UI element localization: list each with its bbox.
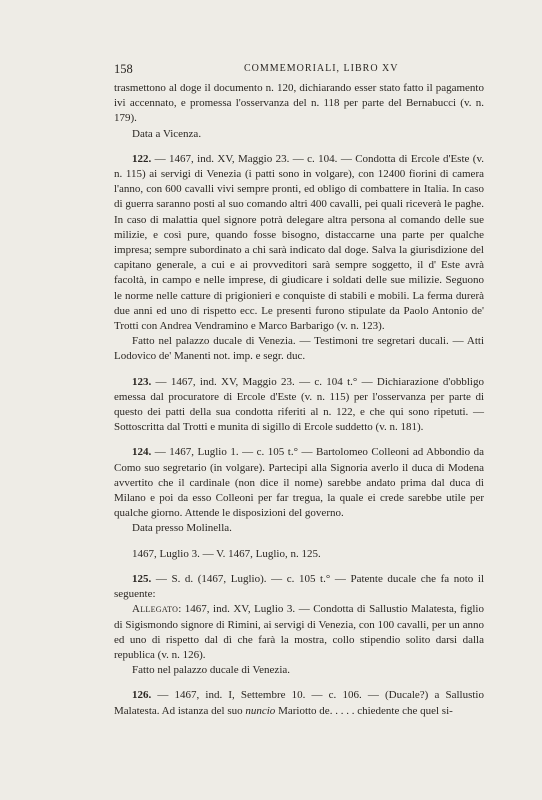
entry-text: — 1467, Luglio 1. — c. 105 t.° — Bartolomeo Colleoni ad Abbondio da Como suo segretario (in volgare). Partecipi alla Signoria averlo il duca di Modena avvertito che il cardinale (non dice il nome) sarebbe andato prima dal duca di Milano e poi da esso Colleoni per far tregua, la quale ei crede sarebbe utile per qualche giorno. Attende le disposizioni del governo.: [114, 446, 484, 520]
attachment-label: Allegato: [132, 603, 179, 616]
entry-number: 124.: [132, 446, 152, 459]
entry-text: — 1467, ind. XV, Maggio 23. — c. 104. — Condotta di Ercole d'Este (v. n. 115) ai servigi di Venezia (i patti sono in volgare), con 12400 fiorini di camera l'anno, con 600 cavalli vivi sempre pronti, ed obligo di combattere in Italia. In caso di guerra saranno posti al suo comando altri 400 cavalli, pei quali riceverà le paghe. In caso di malattia quel signore potrà delegare altra persona al comando delle sue milizie, e così pure, quando fosse bisogno, distaccarne una parte per qualche impresa; sempre subordinato a chi sarà indicato dal doge. Salva la giurisdizione del capitano generale, a cui e ai provveditori sarà sempre soggetto, il d' Este avrà facoltà, in campo e nelle imprese, di giudicare i soldati delle sue milizie. Seguono le norme nelle catture di prigionieri e conquiste di stabili e mobili. La ferma durerà due anni ed uno di rispetto ecc. Le presenti furono stipulate da Paolo Antonio de' Trotti con Andrea Vendramino e Marco Barbarigo (v. n. 123).: [114, 152, 484, 333]
body-text: [114, 81, 484, 719]
entry-number: 122.: [132, 152, 152, 165]
entry-number: 125.: [132, 572, 152, 585]
entry-125: [114, 572, 484, 602]
attachment-text: : 1467, ind. XV, Luglio 3. — Condotta di Sallustio Malatesta, figlio di Sigismondo signore di Rimini, ai servigi di Venezia, con 100 cavalli, per un anno ed uno di rispetto dal dì che farà la mostra, collo stipendio solito darsi dalla republica (v. n. 126).: [114, 603, 484, 661]
entry-note: Fatto nel palazzo ducale di Venezia. — Testimoni tre segretari ducali. — Atti Lodovico de' Manenti not. imp. e segr. duc.: [114, 335, 484, 363]
entry-123: [114, 375, 484, 436]
page-header: [114, 62, 474, 78]
entry-number: 126.: [132, 689, 152, 702]
date-reference-line: 1467, Luglio 3. — V. 1467, Luglio, n. 125.: [132, 547, 321, 560]
entry-124: [114, 445, 484, 521]
entry-text: Mariotto de. . . . . chiedente che quel si-: [275, 704, 453, 717]
entry-122: [114, 152, 484, 334]
entry-note: Fatto nel palazzo ducale di Venezia.: [132, 664, 291, 677]
entry-text: — S. d. (1467, Luglio). — c. 105 t.° — Patente ducale che fa noto il seguente:: [114, 572, 484, 601]
paragraph-continuation: trasmettono al doge il documento n. 120, dichiarando esser stato fatto il pagamento ivi accennato, e promessa l'osservanza del n. 118 per parte del Bernabucci (v. n. 179).: [114, 82, 484, 125]
place-line: Data a Vicenza.: [132, 127, 202, 140]
entry-number: 123.: [132, 375, 152, 388]
page-number: 158: [114, 62, 133, 76]
entry-text: — 1467, ind. I, Settembre 10. — c. 106. — (Ducale?) a Sallustio Malatesta. Ad istanza del suo: [114, 689, 484, 717]
place-line: Data presso Molinella.: [132, 522, 232, 535]
running-title: COMMEMORIALI, LIBRO XV: [244, 63, 399, 74]
entry-attachment: [114, 602, 484, 663]
entry-text: — 1467, ind. XV, Maggio 23. — c. 104 t.° — Dichiarazione d'obbligo emessa dal procuratore di Ercole d'Este (v. n. 115) per l'osservanza per parte di questo dei patti della sua condotta riferiti al n. 122, e che qui sono ripetuti. — Sottoscritta dal Trotti e munita di sigillo di Ercole suddetto (v. n. 181).: [114, 375, 484, 434]
entry-126: [114, 688, 484, 718]
italic-word: nuncio: [245, 704, 276, 717]
